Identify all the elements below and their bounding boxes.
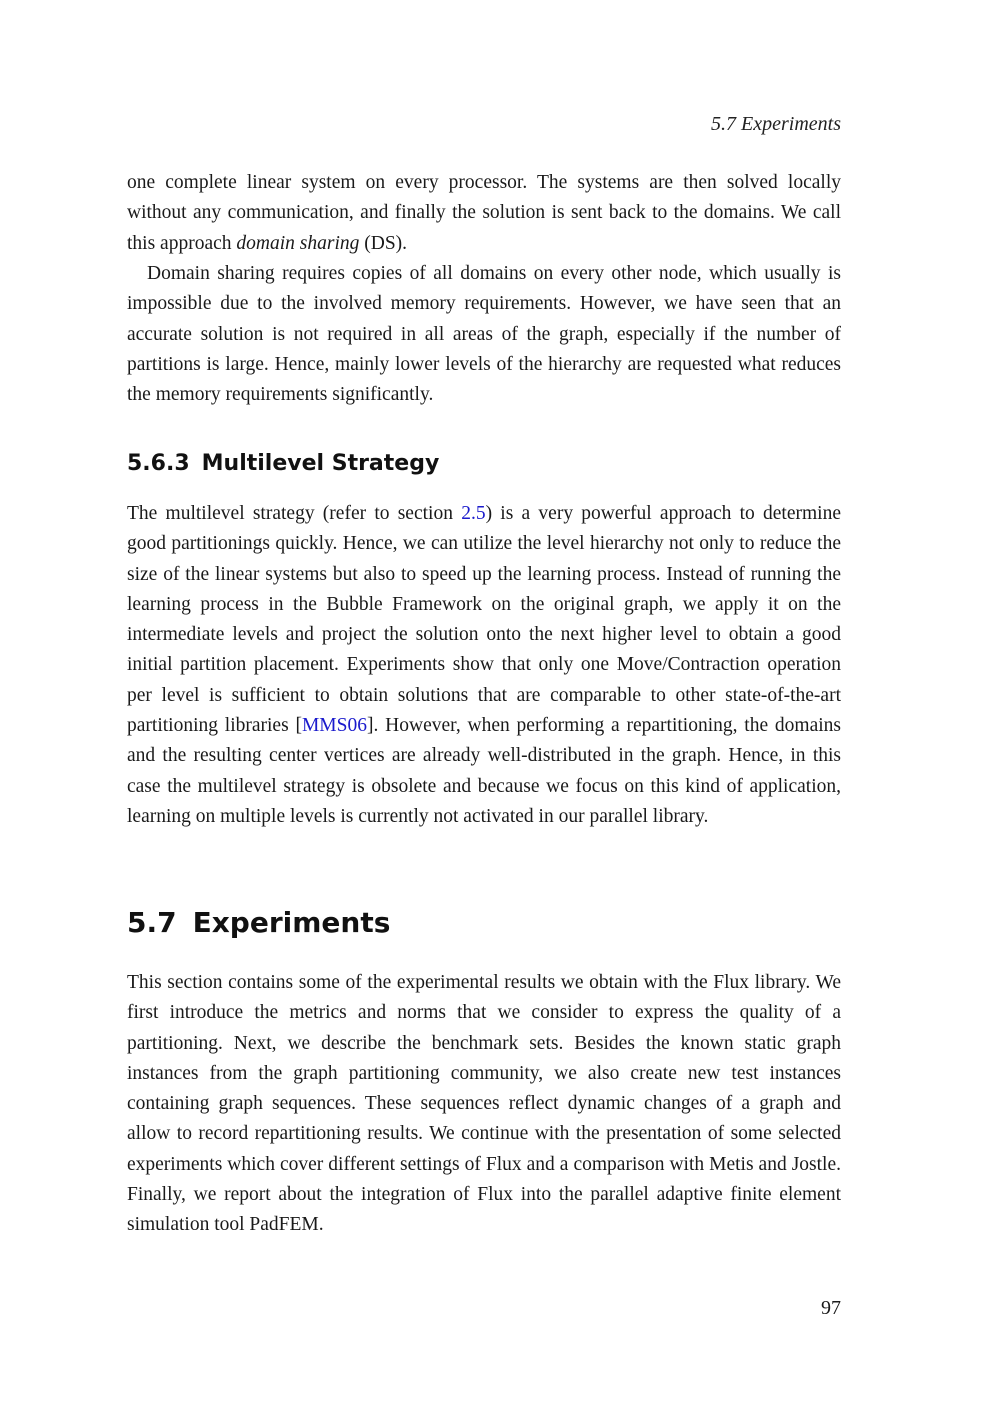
paragraph-text: ]. However, when performing a repartitioning, the domains and the resulting center vertices are already well-distributed in the graph. Hence, in this case the multilevel strategy is obsolete and because we focus on this kind of application, learning on multiple levels is currently not activated in our parallel library. bbox=[127, 715, 841, 827]
paragraph-memory: Domain sharing requires copies of all domains on every other node, which usually is impossible due to the involved memory requirements. However, we have seen that an accurate solution is not required in all areas of the graph, especially if the number of partitions is large. Hence, mainly lower levels of the hierarchy are requested what reduces the memory requirements significantly. bbox=[127, 263, 841, 406]
paragraph-multilevel bbox=[127, 499, 841, 832]
citation-link[interactable]: MMS06 bbox=[301, 715, 367, 737]
running-head: 5.7 Experiments bbox=[711, 113, 841, 135]
section-heading bbox=[127, 906, 390, 939]
subsection-heading bbox=[127, 451, 439, 476]
subsection-number: 5.6.3 bbox=[127, 451, 190, 476]
section-title: Experiments bbox=[192, 906, 391, 939]
paragraph-domain-sharing bbox=[127, 168, 841, 259]
section-number: 5.7 bbox=[127, 906, 177, 939]
section-ref-link[interactable]: 2.5 bbox=[461, 503, 486, 524]
paragraph-experiments-intro: This section contains some of the experimental results we obtain with the Flux library. We first introduce the metrics and norms that we consider to express the quality of a partitioning. Next, we describe the benchmark sets. Besides the known static graph instances from the graph partitioning community, we also create new test instances containing graph sequences. These sequences reflect dynamic changes of a graph and allow to record repartitioning results. We continue with the presentation of some selected experiments which cover different settings of Flux and a comparison with Metis and Jostle. Finally, we report about the integration of Flux into the parallel adaptive finite element simulation tool PadFEM. bbox=[127, 972, 841, 1236]
page-number: 97 bbox=[821, 1297, 841, 1319]
emphasis-term: domain sharing bbox=[236, 232, 360, 254]
paragraph-text: The multilevel strategy (refer to section bbox=[127, 503, 462, 524]
paragraph-text: ) is a very powerful approach to determine good partitionings quickly. Hence, we can utilize the level hierarchy not only to reduce the size of the linear systems but also to speed up the learning process. Instead of running the learning process in the Bubble Framework on the original graph, we apply it on the intermediate levels and project the solution onto the next higher level to obtain a good initial partition placement. Experiments show that only one Move/Contraction operation per level is sufficient to obtain solutions that are comparable to other state-of-the-art partitioning libraries [ bbox=[127, 503, 841, 737]
subsection-title: Multilevel Strategy bbox=[201, 451, 440, 476]
paragraph-text: one complete linear system on every processor. The systems are then solved locally without any communication, and finally the solution is sent back to the domains. We call this approach bbox=[127, 172, 841, 254]
paragraph-text: (DS). bbox=[359, 232, 408, 254]
